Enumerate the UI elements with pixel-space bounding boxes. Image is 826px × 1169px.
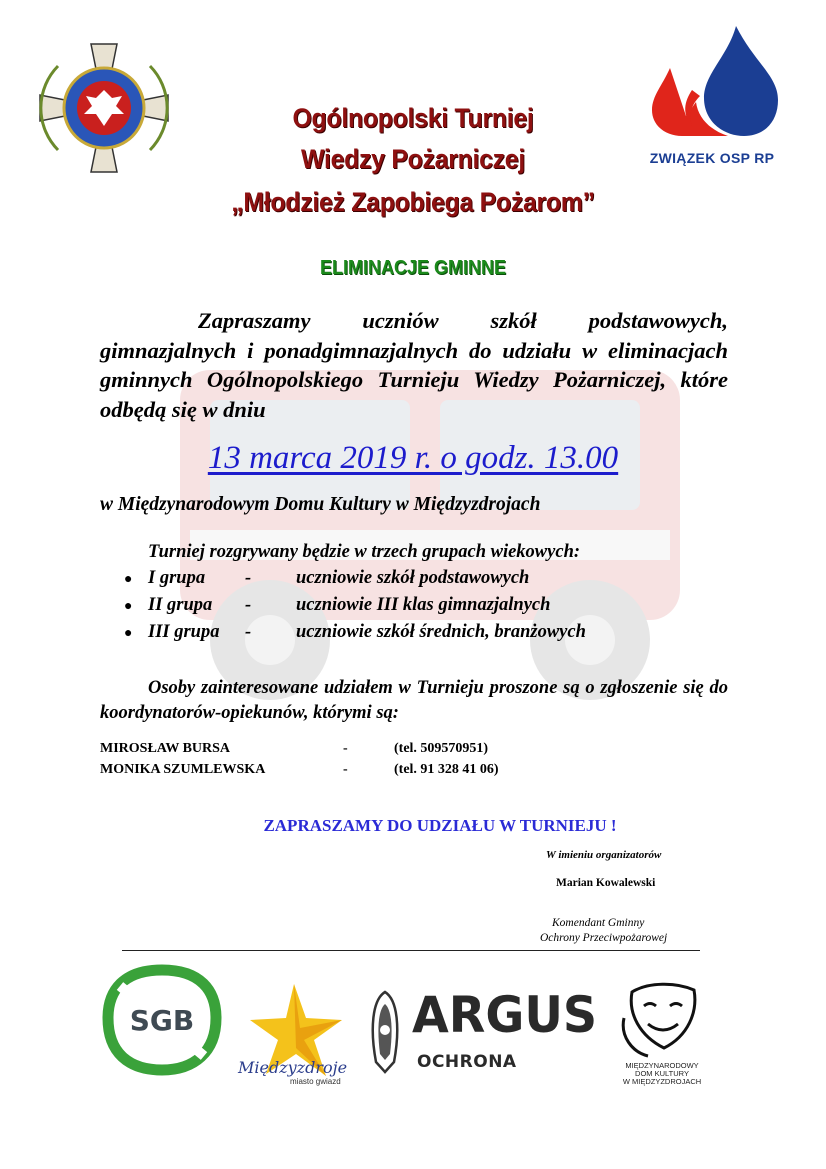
- argus-logo-subtext: OCHRONA: [417, 1052, 517, 1072]
- groups-intro: Turniej rozgrywany będzie w trzech grupach wiekowych:: [148, 542, 581, 562]
- signature-on-behalf: W imieniu organizatorów: [546, 849, 662, 861]
- page-title-line-2: Wiedzy Pożarniczej: [301, 144, 525, 174]
- contact-dash: -: [343, 762, 348, 777]
- group-name: II grupa: [148, 595, 213, 615]
- contact-dash: -: [343, 741, 348, 756]
- group-name: III grupa: [148, 622, 220, 642]
- bullet-icon: ●: [124, 572, 133, 587]
- sgb-logo-icon: [100, 960, 224, 1078]
- intro-text: Zapraszamy uczniów szkół podstawowych, gimnazjalnych i ponadgimnazjalnych do udziału w eliminacjach gminnych Ogólnopolskiego Turnieju Wiedzy Pożarniczej, które odbędą się w dniu: [100, 308, 728, 422]
- footer-divider: [122, 950, 700, 951]
- bullet-icon: ●: [124, 626, 133, 641]
- contact-phone: (tel. 509570951): [394, 741, 489, 756]
- argus-emblem-icon: [368, 990, 402, 1074]
- coordinators-text: Osoby zainteresowane udziałem w Turnieju proszone są o zgłoszenie się do koordynatorów-opiekunów, którymi są:: [100, 678, 728, 723]
- miedzyzdroje-logo-subtext: miasto gwiazd: [290, 1077, 341, 1086]
- group-dash: -: [245, 595, 252, 615]
- invitation-banner: ZAPRASZAMY DO UDZIAŁU W TURNIEJU !: [263, 816, 617, 835]
- signature-title-line-2: Ochrony Przeciwpożarowej: [540, 932, 668, 944]
- mdk-logo-text-line-1: MIĘDZYNARODOWY: [625, 1061, 699, 1070]
- contact-row: [100, 741, 700, 761]
- event-venue: w Międzynarodowym Domu Kultury w Międzyzdrojach: [100, 494, 541, 515]
- contact-name: MONIKA SZUMLEWSKA: [100, 762, 266, 777]
- group-description: uczniowie szkół średnich, branżowych: [296, 622, 586, 642]
- group-description: uczniowie szkół podstawowych: [296, 568, 530, 588]
- mdk-logo-text-line-2: DOM KULTURY: [635, 1069, 689, 1078]
- page-title-line-3: „Młodzież Zapobiega Pożarom”: [231, 187, 595, 217]
- contact-phone: (tel. 91 328 41 06): [394, 762, 499, 777]
- bullet-icon: ●: [124, 599, 133, 614]
- signature-name: Marian Kowalewski: [556, 877, 656, 889]
- group-list-item: [124, 622, 724, 648]
- miedzyzdroje-logo-text: Międzyzdroje: [238, 1058, 348, 1077]
- theatre-masks-icon: [618, 978, 708, 1058]
- signature-title-line-1: Komendant Gminny: [552, 917, 645, 929]
- coordinators-paragraph: [100, 676, 728, 726]
- contact-name: MIROSŁAW BURSA: [100, 741, 231, 756]
- argus-logo-text: ARGUS: [412, 986, 598, 1044]
- event-date: 13 marca 2019 r. o godz. 13.00: [207, 440, 619, 476]
- group-name: I grupa: [148, 568, 206, 588]
- mdk-logo-text-line-3: W MIĘDZYZDROJACH: [622, 1077, 702, 1086]
- group-dash: -: [245, 568, 252, 588]
- group-dash: -: [245, 622, 252, 642]
- group-list-item: [124, 595, 724, 621]
- group-description: uczniowie III klas gimnazjalnych: [296, 595, 551, 615]
- page-title-line-1: Ogólnopolski Turniej: [292, 103, 534, 133]
- intro-paragraph: [100, 306, 728, 424]
- zwiazek-osp-logo-text: ZWIĄZEK OSP RP: [649, 150, 775, 166]
- group-list-item: [124, 568, 724, 594]
- sgb-logo-text: SGB: [129, 1004, 195, 1037]
- subtitle: ELIMINACJE GMINNE: [319, 257, 507, 279]
- contact-row: [100, 762, 700, 782]
